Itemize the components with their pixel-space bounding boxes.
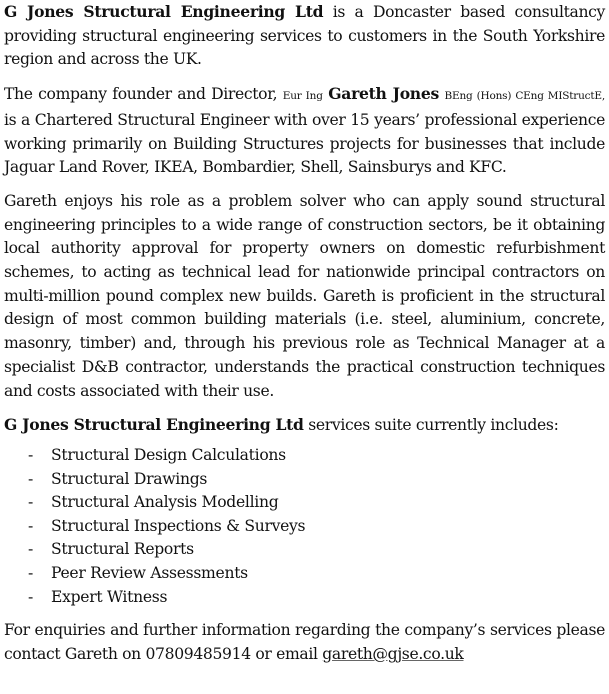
bullet-dash: - <box>28 516 33 535</box>
contact-paragraph <box>4 619 605 666</box>
list-item <box>4 538 605 562</box>
service-label: Peer Review Assessments <box>51 563 248 582</box>
services-intro <box>4 413 605 438</box>
founder-paragraph <box>4 82 605 180</box>
services-list <box>4 444 605 609</box>
role-paragraph: Gareth enjoys his role as a problem solver who can apply sound structural engineering principles to a wide range of construction sectors, be it obtaining local authority approval for property owners on domestic refurbishment schemes, to acting as technical lead for nationwide principal contractors on multi-million pound complex new builds. Gareth is proficient in the structural design of most common building materials (i.e. steel, aluminium, concrete, masonry, timber) and, through his previous role as Technical Manager at a specialist D&B contractor, understands the practical construction techniques and costs associated with their use. <box>4 191 605 400</box>
services-lead: services suite currently includes: <box>303 416 559 435</box>
founder-lead: The company founder and Director, <box>4 85 283 104</box>
service-label: Structural Inspections & Surveys <box>51 516 306 535</box>
service-label: Structural Analysis Modelling <box>51 493 279 512</box>
bullet-dash: - <box>28 563 33 582</box>
intro-text: is a Doncaster based consultancy providing structural engineering services to customers in the South Yorkshire region and across the UK. <box>4 3 605 69</box>
services-company-name: G Jones Structural Engineering Ltd <box>4 415 304 435</box>
bullet-dash: - <box>28 493 33 512</box>
list-item <box>4 468 605 492</box>
bullet-dash: - <box>28 445 33 464</box>
company-name: G Jones Structural Engineering Ltd <box>4 2 324 21</box>
bullet-dash: - <box>28 469 33 488</box>
service-label: Structural Drawings <box>51 469 208 488</box>
founder-name: Gareth Jones <box>328 84 439 104</box>
email-link[interactable]: gareth@gjse.co.uk <box>322 644 464 663</box>
list-item <box>4 491 605 515</box>
founder-qualifications: BEng (Hons) CEng MIStructE, <box>444 90 605 103</box>
contact-text: For enquiries and further information regarding the company’s services please contact Gareth on 07809485914 or email <box>4 621 605 663</box>
list-item <box>4 444 605 468</box>
bullet-dash: - <box>28 540 33 559</box>
intro-paragraph <box>4 0 605 72</box>
founder-text: is a Chartered Structural Engineer with over 15 years’ professional experience working primarily on Building Structures projects for businesses that include Jaguar Land Rover, IKEA, Bombardier, Shell, Sainsburys and KFC. <box>4 110 605 177</box>
service-label: Structural Design Calculations <box>51 445 286 464</box>
service-label: Expert Witness <box>51 587 168 606</box>
service-label: Structural Reports <box>51 540 194 559</box>
list-item <box>4 586 605 610</box>
bullet-dash: - <box>28 587 33 606</box>
founder-prefix: Eur Ing <box>282 90 323 103</box>
list-item <box>4 562 605 586</box>
list-item <box>4 515 605 539</box>
